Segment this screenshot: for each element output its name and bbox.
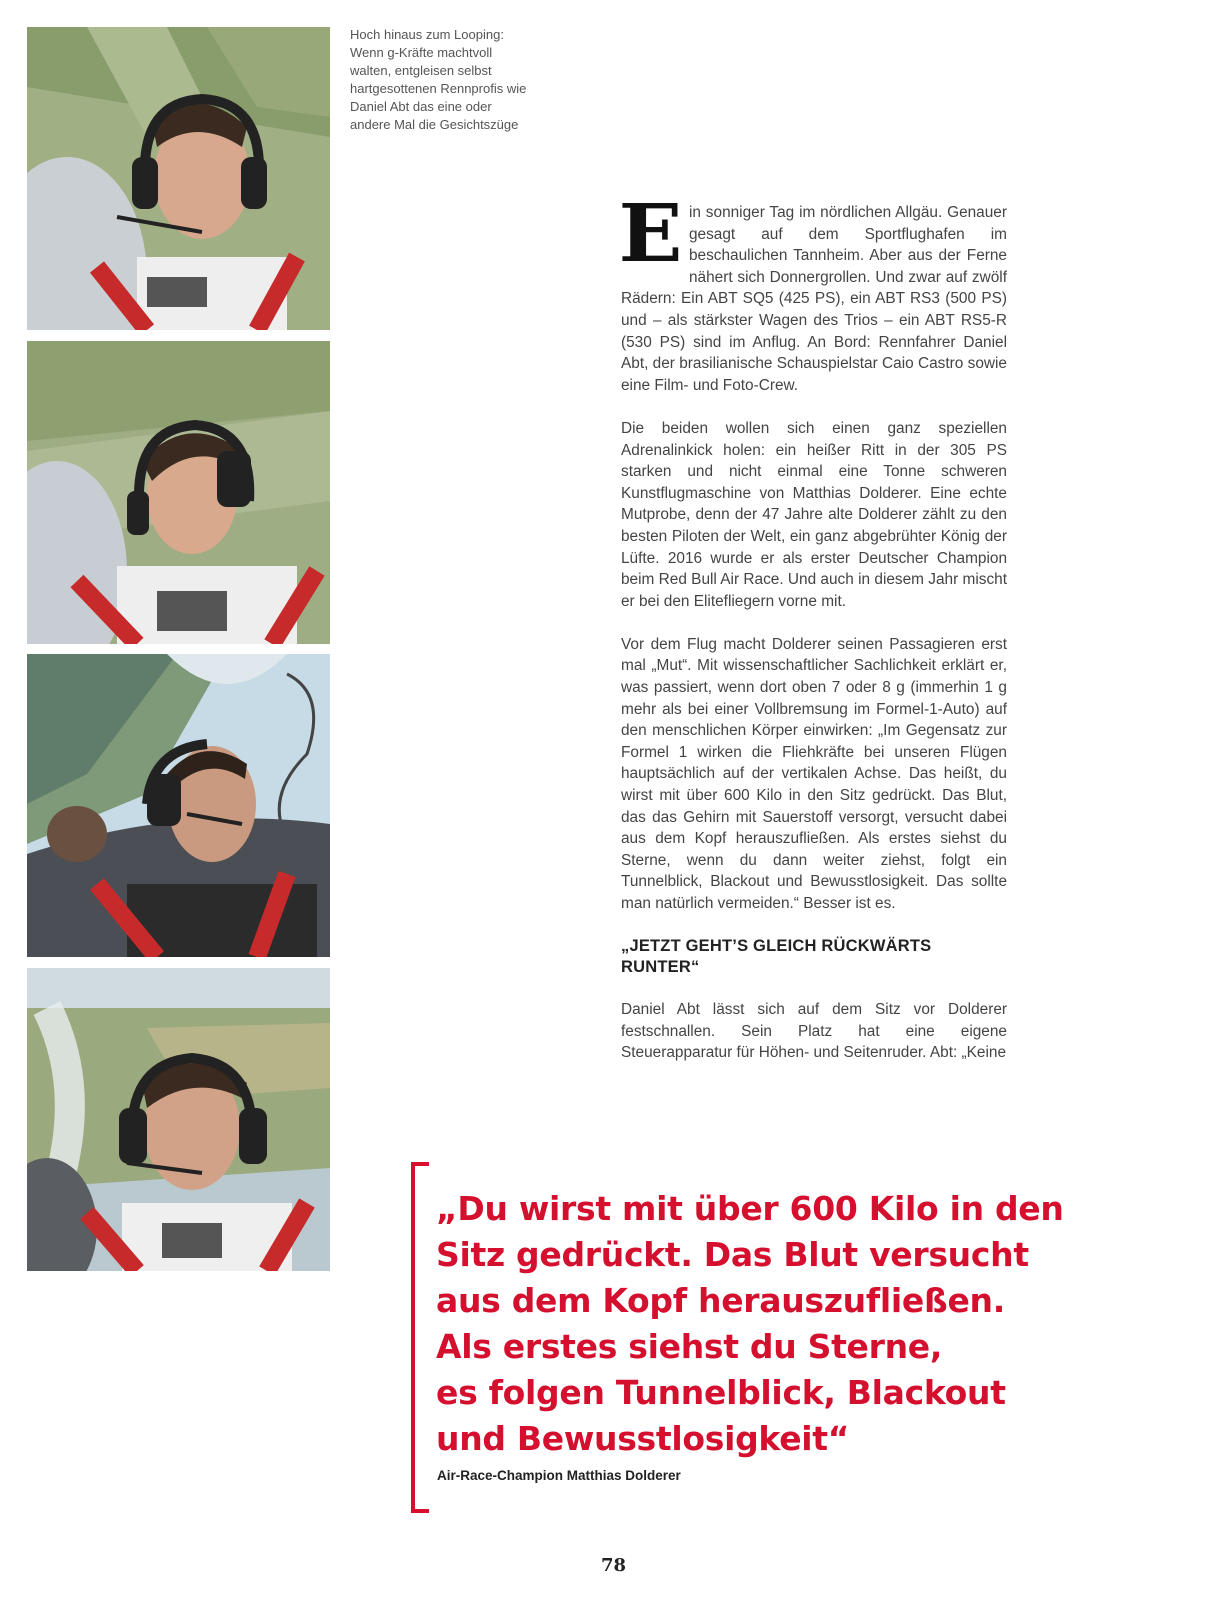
drop-cap: E — [618, 186, 683, 280]
pull-quote-line: aus dem Kopf herauszufließen. — [436, 1281, 1005, 1320]
article-paragraph: Vor dem Flug macht Dolderer seinen Passagieren erst mal „Mut“. Mit wissenschaftlicher Sachlichkeit erklärt er, was passiert, wenn dort oben 7 oder 8 g (immerhin 1 g mehr als bei einer Vollbremsung im Formel-1-Auto) auf den menschlichen Körper einwirken: „Im Gegensatz zur Formel 1 wirken die Fliehkräfte bei unseren Flügen hauptsächlich auf der vertikalen Achse. Das heißt, du wirst mit über 600 Kilo in den Sitz gedrückt. Das Blut, das das Gehirn mit Sauerstoff versorgt, versucht dabei aus dem Kopf herauszufließen. Als erstes siehst du Sterne, wenn du dann weiter ziehst, folgt ein Tunnelblick, Blackout und Bewusstlosigkeit. Das sollte man natürlich vermeiden.“ Besser ist es. — [621, 635, 1007, 912]
article-paragraph: Die beiden wollen sich einen ganz speziellen Adrenalinkick holen: ein heißer Ritt in der 305 PS starken und nicht einmal eine Tonne schweren Kunstflugmaschine von Matthias Dolderer. Eine echte Mutprobe, denn der 47 Jahre alte Dolderer zählt zu den besten Piloten der Welt, ein ganz abgebrühter König der Lüfte. 2016 wurde er als erster Deutscher Champion beim Red Bull Air Race. Und auch in diesem Jahr mischt er bei den Elitefliegern vorne mit. — [621, 419, 1007, 610]
pull-quote-author: Air-Race-Champion Matthias Dolderer — [437, 1468, 681, 1483]
photo-image — [27, 654, 330, 957]
photo-pilot-4 — [27, 968, 330, 1271]
photo-pilot-1 — [27, 27, 330, 330]
pull-quote-line: Sitz gedrückt. Das Blut versucht — [436, 1235, 1029, 1274]
pull-quote-line: „Du wirst mit über 600 Kilo in den — [436, 1189, 1064, 1228]
section-subheading: „JETZT GEHT’S GLEICH RÜCKWÄRTS RUNTER“ — [621, 937, 932, 977]
photo-caption: Hoch hinaus zum Looping: Wenn g-Kräfte machtvoll walten, entgleisen selbst hartgesottenen Rennprofis wie Daniel Abt das eine oder andere Mal die Gesichtszüge — [350, 27, 527, 132]
article-body — [618, 158, 1007, 1086]
pull-quote-line: es folgen Tunnelblick, Blackout — [436, 1373, 1006, 1412]
quote-bracket-top — [411, 1162, 429, 1166]
article-paragraph: Ein sonniger Tag im nördlichen Allgäu. Genauer gesagt auf dem Sportflughafen im beschaulichen Tannheim. Aber aus der Ferne nähert sich Donnergrollen. Und zwar auf zwölf Rädern: Ein ABT SQ5 (425 PS), ein ABT RS3 (500 PS) und – als stärkster Wagen des Trios – ein ABT RS5-R (530 PS) sind im Anflug. An Bord: Rennfahrer Daniel Abt, der brasilianische Schauspielstar Caio Castro sowie eine Film- und Foto-Crew. — [618, 186, 1007, 394]
photo-image — [27, 27, 330, 330]
page-number: 78 — [600, 1555, 627, 1576]
article-paragraph: Daniel Abt lässt sich auf dem Sitz vor Dolderer festschnallen. Sein Platz hat eine eigene Steuerapparatur für Höhen- und Seitenruder. Abt: „Keine — [621, 1001, 1007, 1062]
pull-quote-line: und Bewusstlosigkeit“ — [436, 1419, 850, 1458]
photo-pilot-3 — [27, 654, 330, 957]
quote-bracket-bottom — [411, 1509, 429, 1513]
pull-quote-line: Als erstes siehst du Sterne, — [436, 1327, 943, 1366]
quote-bracket — [411, 1162, 415, 1513]
photo-image — [27, 968, 330, 1271]
pull-quote — [436, 1186, 1096, 1462]
photo-pilot-2 — [27, 341, 330, 644]
photo-image — [27, 341, 330, 644]
